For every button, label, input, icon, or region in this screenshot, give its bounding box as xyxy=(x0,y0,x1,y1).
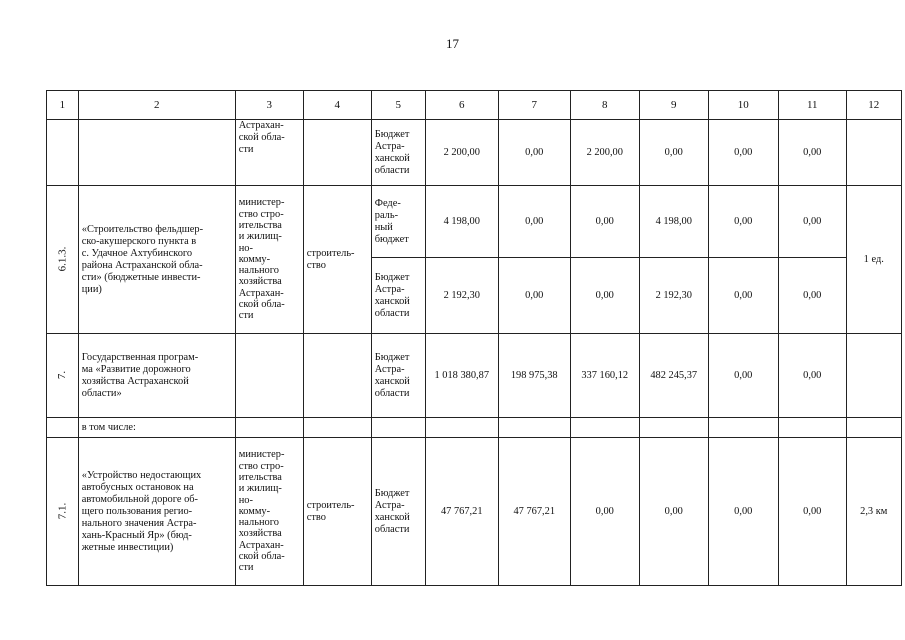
value-cell: 47 767,21 xyxy=(498,438,570,586)
program-table xyxy=(46,90,902,586)
including-label: в том числе: xyxy=(78,418,235,438)
column-header: 10 xyxy=(708,91,778,120)
value-cell: 0,00 xyxy=(708,258,778,334)
source-cell: Бюджет Астра- ханской области xyxy=(371,120,425,186)
name-cell: «Устройство недостающих автобусных остановок на автомобильной дороге об- щего пользования регио- нального значения Астра- хань-Красный Яр» (бюд- жетные инвестиции) xyxy=(78,438,235,586)
column-header: 12 xyxy=(846,91,901,120)
row-number-cell xyxy=(47,186,79,334)
value-cell: 1 018 380,87 xyxy=(425,334,498,418)
value-cell: 337 160,12 xyxy=(570,334,639,418)
value-cell: 4 198,00 xyxy=(639,186,708,258)
column-header: 4 xyxy=(303,91,371,120)
column-header: 6 xyxy=(425,91,498,120)
column-header: 5 xyxy=(371,91,425,120)
value-cell: 2 192,30 xyxy=(639,258,708,334)
value-cell: 0,00 xyxy=(498,186,570,258)
row-number-cell xyxy=(47,438,79,586)
row-number: 7.1. xyxy=(56,502,69,520)
value-cell: 0,00 xyxy=(498,120,570,186)
table-row xyxy=(47,334,902,418)
value-cell: 0,00 xyxy=(708,438,778,586)
value-cell: 0,00 xyxy=(778,120,846,186)
column-header: 2 xyxy=(78,91,235,120)
result-cell: 1 ед. xyxy=(846,186,901,334)
name-cell: «Строительство фельдшер- ско-акушерского пункта в с. Удачное Ахтубинского района Астраханской обла- сти» (бюджетные инвести- ции) xyxy=(78,186,235,334)
value-cell: 0,00 xyxy=(708,334,778,418)
executor-cell: министер- ство стро- ительства и жилищ- но- комму- нального хозяйства Астрахан- ской обла- сти xyxy=(235,186,303,334)
result-cell: 2,3 км xyxy=(846,438,901,586)
value-cell: 0,00 xyxy=(639,438,708,586)
row-number: 7. xyxy=(56,370,69,380)
value-cell: 482 245,37 xyxy=(639,334,708,418)
source-cell: Феде- раль- ный бюджет xyxy=(371,186,425,258)
value-cell: 0,00 xyxy=(778,258,846,334)
executor-cell: Астрахан- ской обла- сти xyxy=(235,120,303,186)
column-header: 8 xyxy=(570,91,639,120)
column-header: 1 xyxy=(47,91,79,120)
value-cell: 0,00 xyxy=(570,186,639,258)
value-cell: 0,00 xyxy=(639,120,708,186)
value-cell: 0,00 xyxy=(498,258,570,334)
value-cell: 0,00 xyxy=(708,186,778,258)
type-cell: строитель- ство xyxy=(303,438,371,586)
source-cell: Бюджет Астра- ханской области xyxy=(371,258,425,334)
value-cell: 0,00 xyxy=(778,334,846,418)
header-row xyxy=(47,91,902,120)
column-header: 11 xyxy=(778,91,846,120)
table-row xyxy=(47,120,902,186)
row-number-cell xyxy=(47,334,79,418)
column-header: 3 xyxy=(235,91,303,120)
source-cell: Бюджет Астра- ханской области xyxy=(371,438,425,586)
value-cell: 0,00 xyxy=(778,438,846,586)
value-cell: 2 192,30 xyxy=(425,258,498,334)
name-cell: Государственная програм- ма «Развитие дорожного хозяйства Астраханской области» xyxy=(78,334,235,418)
executor-cell: министер- ство стро- ительства и жилищ- но- комму- нального хозяйства Астрахан- ской обла- сти xyxy=(235,438,303,586)
value-cell: 198 975,38 xyxy=(498,334,570,418)
column-header: 7 xyxy=(498,91,570,120)
value-cell: 0,00 xyxy=(570,438,639,586)
row-number: 6.1.3. xyxy=(56,246,69,272)
source-cell: Бюджет Астра- ханской области xyxy=(371,334,425,418)
value-cell: 47 767,21 xyxy=(425,438,498,586)
type-cell: строитель- ство xyxy=(303,186,371,334)
table-row xyxy=(47,438,902,586)
value-cell: 0,00 xyxy=(570,258,639,334)
page-number: 17 xyxy=(446,36,459,51)
table-row xyxy=(47,186,902,258)
value-cell: 2 200,00 xyxy=(425,120,498,186)
value-cell: 0,00 xyxy=(708,120,778,186)
value-cell: 0,00 xyxy=(778,186,846,258)
column-header: 9 xyxy=(639,91,708,120)
value-cell: 4 198,00 xyxy=(425,186,498,258)
value-cell: 2 200,00 xyxy=(570,120,639,186)
table-row xyxy=(47,418,902,438)
